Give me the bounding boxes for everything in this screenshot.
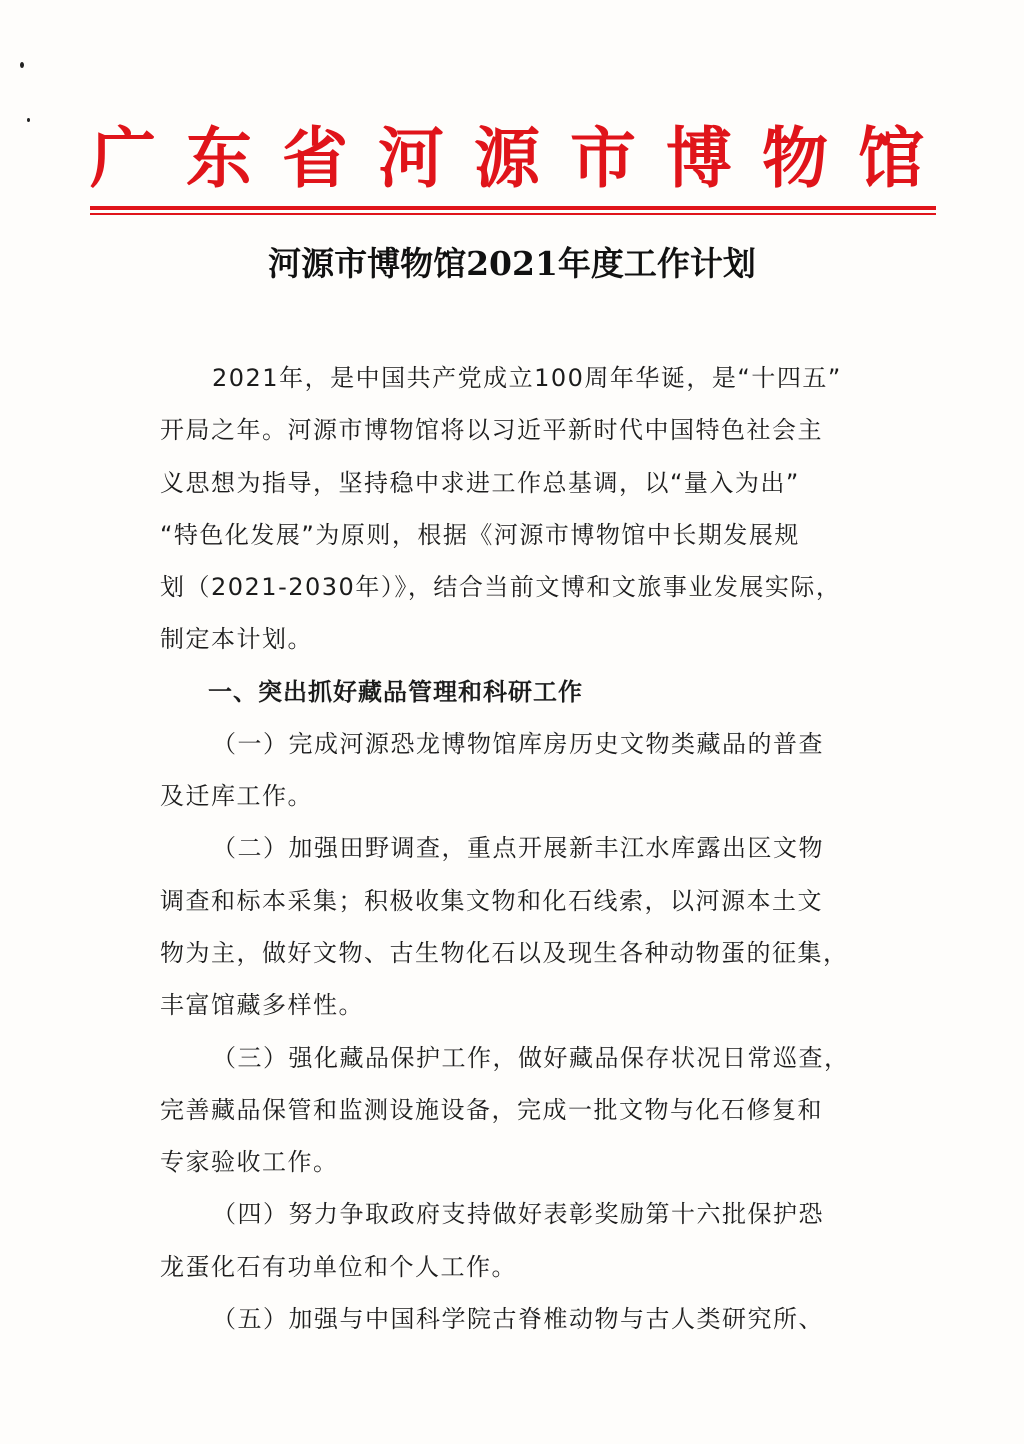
text-line: （四）努力争取政府支持做好表彰奖励第十六批保护恐 <box>212 1200 824 1229</box>
list-item <box>160 718 872 823</box>
list-item <box>160 822 872 1031</box>
text-line: 丰富馆藏多样性。 <box>160 991 364 1020</box>
text-line: 制定本计划。 <box>160 625 313 654</box>
text-line: 义思想为指导，坚持稳中求进工作总基调，以“量入为出” <box>160 468 800 497</box>
text-line: 物为主，做好文物、古生物化石以及现生各种动物蛋的征集， <box>160 938 849 967</box>
intro-paragraph <box>160 352 872 666</box>
text-line: （一）完成河源恐龙博物馆库房历史文物类藏品的普查 <box>212 729 824 758</box>
list-item <box>160 1032 872 1189</box>
text-line: 完善藏品保管和监测设施设备，完成一批文物与化石修复和 <box>160 1095 823 1124</box>
text-line: 划（2021-2030年）》，结合当前文博和文旅事业发展实际， <box>160 573 842 602</box>
text-line: 调查和标本采集；积极收集文物和化石线索，以河源本土文 <box>160 886 823 915</box>
document-title: 河源市博物馆2021年度工作计划 <box>268 244 756 283</box>
text-line: 专家验收工作。 <box>160 1148 339 1177</box>
text-line: 开局之年。河源市博物馆将以习近平新时代中国特色社会主 <box>160 416 823 445</box>
document-body <box>160 352 872 1345</box>
list-item <box>160 1293 872 1345</box>
text-line: （五）加强与中国科学院古脊椎动物与古人类研究所、 <box>212 1305 824 1334</box>
text-line: 2021年，是中国共产党成立100周年华诞，是“十四五” <box>212 364 842 392</box>
text-line: 及迁库工作。 <box>160 782 313 811</box>
text-line: （三）强化藏品保护工作，做好藏品保存状况日常巡查， <box>212 1043 850 1072</box>
text-line: 龙蛋化石有功单位和个人工作。 <box>160 1252 517 1281</box>
letterhead-divider-thin <box>90 213 936 215</box>
section-heading: 一、突出抓好藏品管理和科研工作 <box>208 677 583 706</box>
scan-speck <box>27 118 30 122</box>
letterhead-divider-thick <box>90 206 936 210</box>
list-item <box>160 1188 872 1293</box>
text-line: （二）加强田野调查，重点开展新丰江水库露出区文物 <box>212 834 824 863</box>
text-line: “特色化发展”为原则，根据《河源市博物馆中长期发展规 <box>160 520 800 549</box>
organization-letterhead: 广东省河源市博物馆 <box>90 119 954 197</box>
scan-speck <box>20 62 24 68</box>
